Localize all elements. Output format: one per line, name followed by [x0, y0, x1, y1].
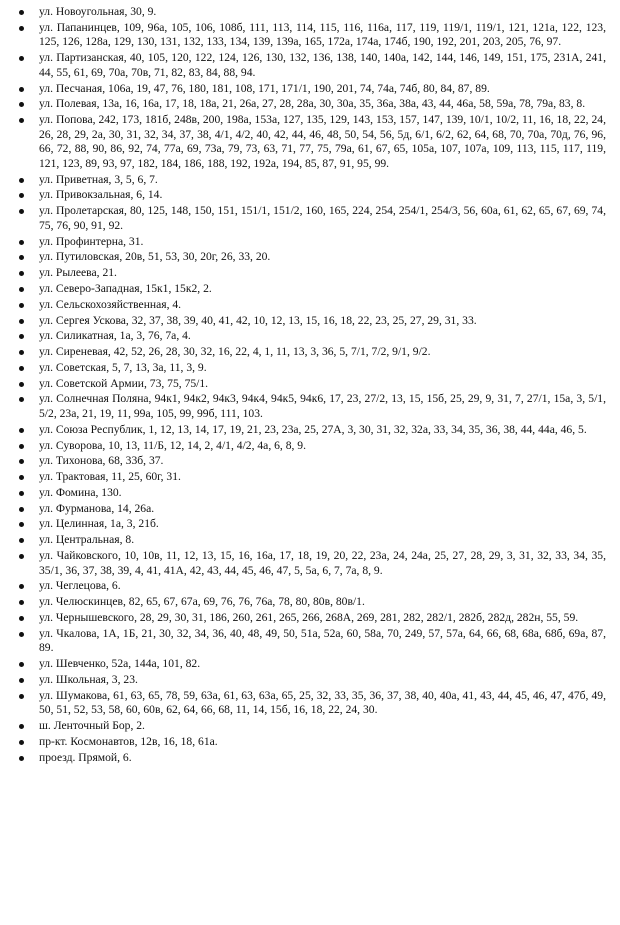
list-item: ул. Песчаная, 106а, 19, 47, 76, 180, 181, 108, 171, 171/1, 190, 201, 74, 74а, 74б, 80, 84, 87, 89. [18, 82, 606, 97]
list-item: ул. Советской Армии, 73, 75, 75/1. [18, 377, 606, 392]
list-item: ул. Сельскохозяйственная, 4. [18, 298, 606, 313]
list-item: ул. Тихонова, 68, 33б, 37. [18, 454, 606, 469]
list-item: ул. Чайковского, 10, 10в, 11, 12, 13, 15, 16, 16а, 17, 18, 19, 20, 22, 23а, 24, 24а, 25, 27, 28, 29, 3, 31, 32, 33, 34, 35, 35/1, 36, 37, 38, 39, 4, 41, 41А, 42, 43, 44, 45, 46, 47, 5, 5а, 6, 7, 7а, 8, 9. [18, 549, 606, 578]
list-item: ул. Чкалова, 1А, 1Б, 21, 30, 32, 34, 36, 40, 48, 49, 50, 51а, 52а, 60, 58а, 70, 249, 57, 57а, 64, 66, 68, 68а, 68б, 69а, 87, 89. [18, 627, 606, 656]
list-item: ул. Солнечная Поляна, 94к1, 94к2, 94к3, 94к4, 94к5, 94к6, 17, 23, 27/2, 13, 15, 15б, 25, 29, 9, 31, 7, 27/1, 15а, 3, 5/1, 5/2, 23а, 21, 19, 11, 99а, 105, 99, 99б, 111, 103. [18, 392, 606, 421]
list-item: ш. Ленточный Бор, 2. [18, 719, 606, 734]
list-item: ул. Фомина, 130. [18, 486, 606, 501]
list-item: пр-кт. Космонавтов, 12в, 16, 18, 61а. [18, 735, 606, 750]
list-item: ул. Сиреневая, 42, 52, 26, 28, 30, 32, 16, 22, 4, 1, 11, 13, 3, 36, 5, 7/1, 7/2, 9/1, 9/2. [18, 345, 606, 360]
list-item: ул. Новоугольная, 30, 9. [18, 5, 606, 20]
list-item: ул. Шумакова, 61, 63, 65, 78, 59, 63а, 61, 63, 63а, 65, 25, 32, 33, 35, 36, 37, 38, 40, 40а, 41, 43, 44, 45, 46, 47, 47б, 49, 50, 51, 52, 53, 58, 60, 60в, 62, 64, 66, 68, 11, 14, 15б, 16, 18, 22, 24, 30. [18, 689, 606, 718]
list-item: ул. Суворова, 10, 13, 11/Б, 12, 14, 2, 4/1, 4/2, 4а, 6, 8, 9. [18, 439, 606, 454]
list-item: ул. Шевченко, 52а, 144а, 101, 82. [18, 657, 606, 672]
list-item: ул. Попова, 242, 173, 181б, 248в, 200, 198а, 153а, 127, 135, 129, 143, 153, 157, 147, 139, 10/1, 10/2, 11, 16, 18, 22, 24, 26, 28, 29, 2а, 30, 31, 32, 34, 37, 38, 4/1, 4/2, 40, 42, 44, 46, 48, 50, 54, 56, 5д, 6/1, 6/2, 62, 64, 68, 70, 70а, 70д, 76, 96, 66, 72, 88, 90, 86, 92, 74, 77а, 69, 73а, 79, 73, 63, 71, 77, 75, 79а, 61, 67, 65, 105а, 107, 107а, 109, 113, 115, 117, 119, 121, 123, 89, 93, 97, 182, 184, 186, 188, 192, 192а, 194, 85, 87, 91, 95, 99. [18, 113, 606, 171]
list-item: ул. Целинная, 1а, 3, 21б. [18, 517, 606, 532]
list-item: ул. Рылеева, 21. [18, 266, 606, 281]
list-item: ул. Челюскинцев, 82, 65, 67, 67а, 69, 76, 76, 76а, 78, 80, 80в, 80в/1. [18, 595, 606, 610]
list-item: ул. Союза Республик, 1, 12, 13, 14, 17, 19, 21, 23, 23а, 25, 27А, 3, 30, 31, 32, 32а, 33, 34, 35, 36, 38, 44, 44а, 46, 5. [18, 423, 606, 438]
street-address-list [18, 5, 606, 765]
list-item: проезд. Прямой, 6. [18, 751, 606, 766]
list-item: ул. Профинтерна, 31. [18, 235, 606, 250]
list-item: ул. Полевая, 13а, 16, 16а, 17, 18, 18а, 21, 26а, 27, 28, 28а, 30, 30а, 35, 36а, 38а, 43, 44, 46а, 58, 59а, 78, 79а, 83, 8. [18, 97, 606, 112]
list-item: ул. Школьная, 3, 23. [18, 673, 606, 688]
list-item: ул. Пролетарская, 80, 125, 148, 150, 151, 151/1, 151/2, 160, 165, 224, 254, 254/1, 254/3, 56, 60а, 61, 62, 65, 67, 69, 74, 75, 76, 90, 91, 92. [18, 204, 606, 233]
list-item: ул. Советская, 5, 7, 13, 3а, 11, 3, 9. [18, 361, 606, 376]
list-item: ул. Центральная, 8. [18, 533, 606, 548]
list-item: ул. Привокзальная, 6, 14. [18, 188, 606, 203]
list-item: ул. Сергея Ускова, 32, 37, 38, 39, 40, 41, 42, 10, 12, 13, 15, 16, 18, 22, 23, 25, 27, 29, 31, 33. [18, 314, 606, 329]
list-item: ул. Фурманова, 14, 26а. [18, 502, 606, 517]
list-item: ул. Путиловская, 20в, 51, 53, 30, 20г, 26, 33, 20. [18, 250, 606, 265]
list-item: ул. Папанинцев, 109, 96а, 105, 106, 108б, 111, 113, 114, 115, 116, 116а, 117, 119, 119/1, 119/1, 121, 121а, 122, 123, 125, 126, 128а, 129, 130, 131, 132, 133, 134, 139, 139а, 165, 172а, 174а, 174б, 190, 192, 201, 203, 205, 76, 97. [18, 21, 606, 50]
list-item: ул. Приветная, 3, 5, 6, 7. [18, 173, 606, 188]
list-item: ул. Северо-Западная, 15к1, 15к2, 2. [18, 282, 606, 297]
list-item: ул. Силикатная, 1а, 3, 76, 7а, 4. [18, 329, 606, 344]
list-item: ул. Чеглецова, 6. [18, 579, 606, 594]
list-item: ул. Партизанская, 40, 105, 120, 122, 124, 126, 130, 132, 136, 138, 140, 140а, 142, 144, 146, 149, 151, 175, 231А, 241, 44, 55, 61, 69, 70а, 70в, 71, 82, 83, 84, 88, 94. [18, 51, 606, 80]
list-item: ул. Трактовая, 11, 25, 60г, 31. [18, 470, 606, 485]
list-item: ул. Чернышевского, 28, 29, 30, 31, 186, 260, 261, 265, 266, 268А, 269, 281, 282, 282/1, 282б, 282д, 282н, 55, 59. [18, 611, 606, 626]
